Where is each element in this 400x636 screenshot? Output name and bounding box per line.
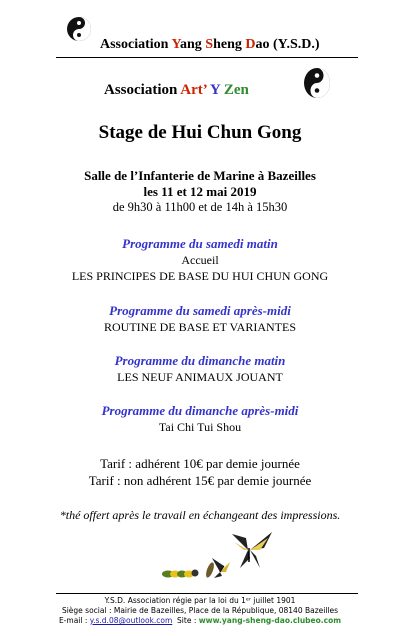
- butterfly-small-icon: [212, 558, 230, 578]
- butterfly-large-icon: [232, 532, 272, 568]
- event-dates: les 11 et 12 mai 2019: [143, 184, 257, 199]
- butterfly-metamorphosis-illustration: [160, 528, 280, 588]
- header-divider: [56, 57, 358, 58]
- artyzen-logo-icon: [302, 66, 332, 100]
- program-line: LES PRINCIPES DE BASE DU HUI CHUN GONG: [71, 269, 329, 283]
- tarif-nonmember: Tarif : non adhérent 15€ par demie journée: [88, 473, 312, 488]
- caterpillar-icon: [162, 570, 199, 578]
- program-heading: Programme du samedi matin: [122, 236, 278, 251]
- footer-legal: Y.S.D. Association régie par la loi du 1ᵉʳ juillet 1901: [104, 596, 296, 605]
- program-heading: Programme du samedi après-midi: [109, 303, 291, 318]
- chrysalis-icon: [204, 561, 215, 578]
- event-hours: de 9h30 à 11h00 et de 14h à 15h30: [112, 200, 288, 214]
- tarif-member: Tarif : adhérent 10€ par demie journée: [100, 456, 300, 471]
- website-link[interactable]: www.yang-sheng-dao.clubeo.com: [198, 616, 342, 625]
- program-line: ROUTINE DE BASE ET VARIANTES: [103, 320, 296, 334]
- tea-note: *thé offert après le travail en échangeant des impressions.: [59, 508, 341, 522]
- program-line: LES NEUF ANIMAUX JOUANT: [117, 370, 283, 384]
- header-title: Association Yang Sheng Dao (Y.S.D.): [100, 37, 320, 52]
- event-place: Salle de l’Infanterie de Marine à Bazeilles: [84, 168, 316, 183]
- email-link[interactable]: y.s.d.08@outlook.com: [89, 616, 173, 625]
- program-line: Tai Chi Tui Shou: [158, 420, 242, 434]
- event-title: Stage de Hui Chun Gong: [98, 122, 302, 143]
- footer-contact: E-mail : y.s.d.08@outlook.com Site : www.yang-sheng-dao.clubeo.com: [58, 616, 342, 625]
- yin-yang-logo-icon: [66, 16, 92, 42]
- program-heading: Programme du dimanche après-midi: [101, 403, 299, 418]
- footer-address: Siège social : Mairie de Bazeilles, Place de la République, 08140 Bazeilles: [61, 606, 339, 615]
- program-heading: Programme du dimanche matin: [114, 353, 286, 368]
- program-line: Accueil: [181, 253, 219, 267]
- footer-divider: [56, 593, 358, 594]
- artyzen-title: Association Art’ Y Zen: [104, 82, 249, 98]
